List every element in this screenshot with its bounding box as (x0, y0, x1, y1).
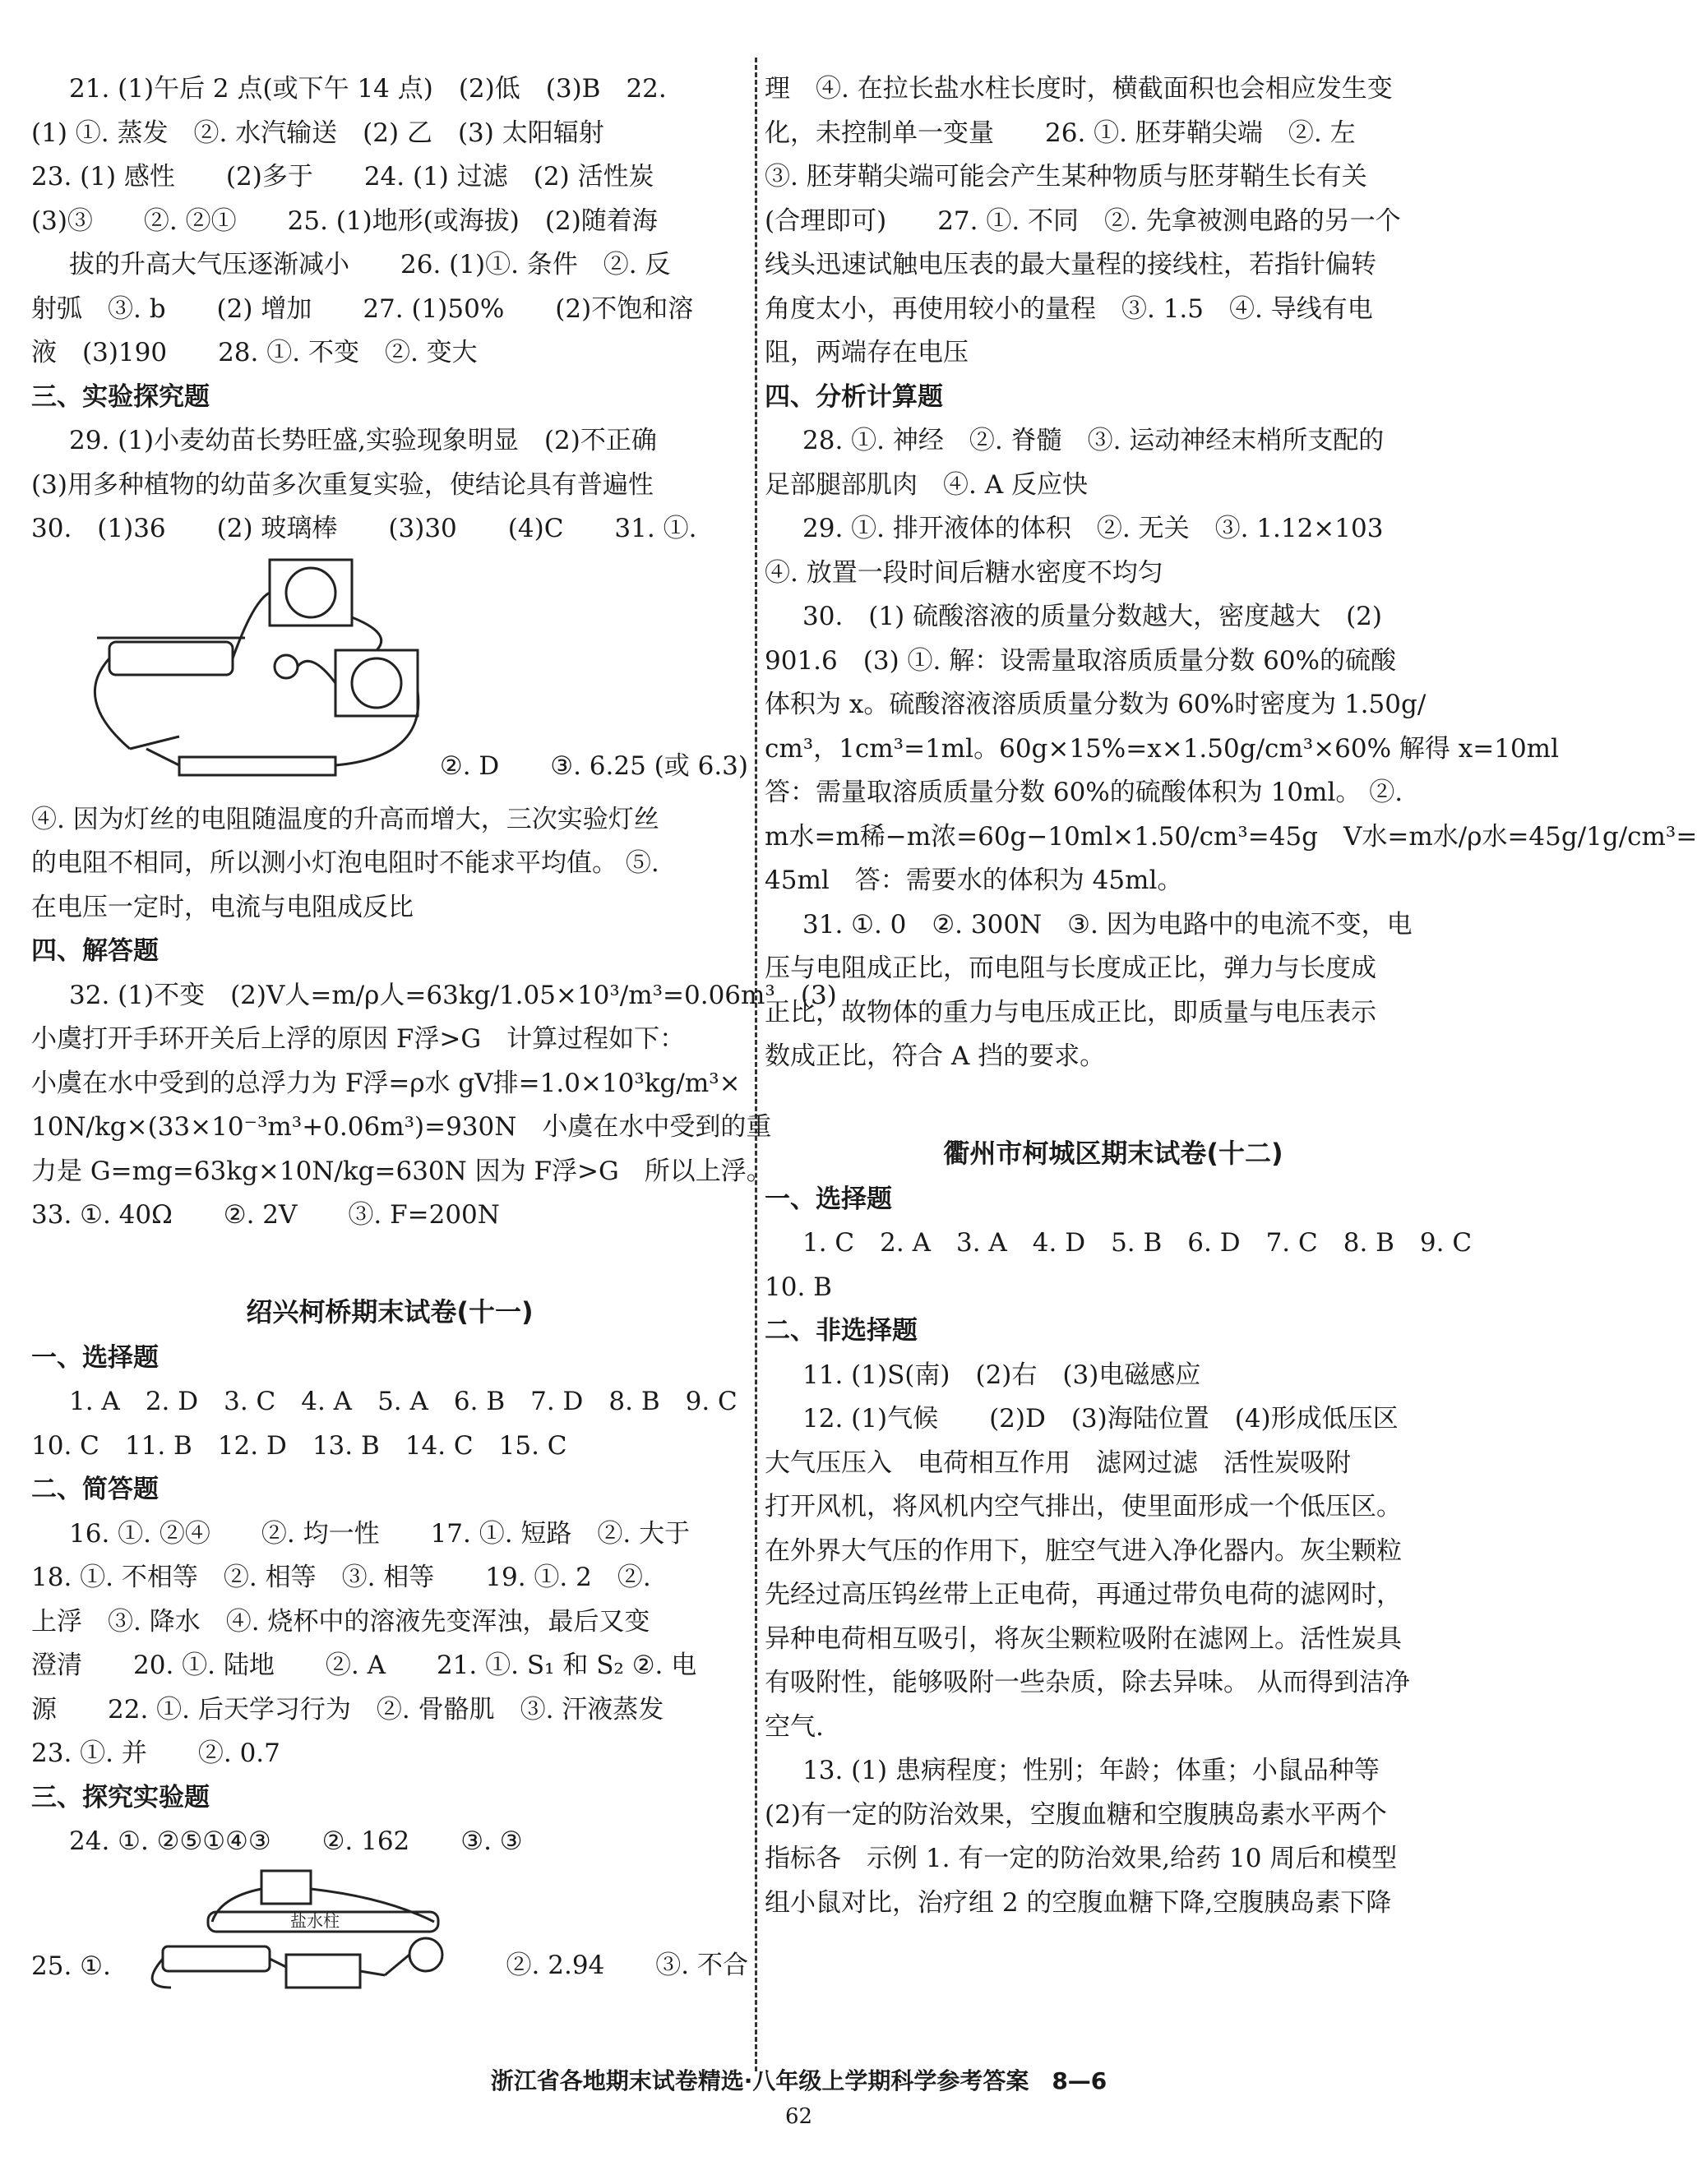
page-number: 62 (784, 2104, 813, 2129)
section-heading: 四、解答题 (31, 936, 159, 966)
answer-line: 源 22. ①. 后天学习行为 ②. 骨骼肌 ③. 汗液蒸发 (31, 1694, 664, 1725)
answer-line: 29. (1)小麦幼苗长势旺盛,实验现象明显 (2)不正确 (69, 426, 657, 455)
answer-line: m水=m稀−m浓=60g−10ml×1.50/cm³=45g V水=m水/ρ水=45g/1g/cm³= (765, 821, 1697, 852)
answer-line: (合理即可) 27. ①. 不同 ②. 先拿被测电路的另一个 (765, 205, 1401, 236)
circuit-figure-25 (31, 1864, 748, 1996)
answer-line: 化，未控制单一变量 26. ①. 胚芽鞘尖端 ②. 左 (765, 118, 1356, 148)
answer-line: 30. (1)36 (2) 玻璃棒 (3)30 (4)C 31. ①. (31, 514, 697, 543)
answer-line: 10. C 11. B 12. D 13. B 14. C 15. C (31, 1430, 567, 1461)
exam-title: 绍兴柯桥期末试卷(十一) (246, 1295, 534, 1327)
answer-line: 11. (1)S(南) (2)右 (3)电磁感应 (802, 1360, 1201, 1390)
section-heading: 四、分析计算题 (765, 381, 943, 412)
answer-line: 45ml 答：需要水的体积为 45ml。 (765, 866, 1183, 895)
answer-line: 射弧 ③. b (2) 增加 27. (1)50% (2)不饱和溶 (31, 293, 694, 324)
answer-line: ④. 放置一段时间后糖水密度不均匀 (765, 557, 1163, 588)
answer-line: 足部腿部肌肉 ④. A 反应快 (765, 469, 1088, 500)
answer-line: 18. ①. 不相等 ②. 相等 ③. 相等 19. ①. 2 ②. (31, 1563, 651, 1592)
answer-line: 液 (3)190 28. ①. 不变 ②. 变大 (31, 338, 478, 367)
answer-line: 先经过高压钨丝带上正电荷，再通过带负电荷的滤网时， (765, 1580, 1402, 1609)
answer-line: 组小鼠对比，治疗组 2 的空腹血糖下降,空腹胰岛素下降 (765, 1887, 1392, 1918)
answer-line: 数成正比，符合 A 挡的要求。 (765, 1041, 1106, 1071)
column-divider (755, 58, 757, 2071)
circuit-diagram-icon (64, 552, 426, 798)
right-column (765, 67, 1697, 1925)
answer-line: 30. (1) 硫酸溶液的质量分数越大，密度越大 (2) (802, 602, 1382, 631)
answer-line: 25. ①. (31, 1951, 111, 1981)
answer-line: 空气. (765, 1711, 824, 1742)
answer-line: 23. (1) 感性 (2)多于 24. (1) 过滤 (2) 活性炭 (31, 162, 654, 192)
answer-line: 理 ④. 在拉长盐水柱长度时，横截面积也会相应发生变 (765, 74, 1393, 104)
answer-line: 答：需量取溶质质量分数 60%的硫酸体积为 10ml。 ②. (765, 778, 1403, 807)
answer-line: 33. ①. 40Ω ②. 2V ③. F=200N (31, 1200, 500, 1230)
section-heading: 三、实验探究题 (31, 381, 210, 412)
answer-line: 23. ①. 并 ②. 0.7 (31, 1738, 280, 1768)
page-footer: 浙江省各地期末试卷精选·八年级上学期科学参考答案 8—6 (490, 2067, 1107, 2094)
answer-line: 10N/kg×(33×10⁻³m³+0.06m³)=930N 小虞在水中受到的重 (31, 1112, 772, 1142)
answer-line: 有吸附性，能够吸附一些杂质，除去异味。 从而得到洁净 (765, 1668, 1410, 1697)
answer-line: 线头迅速试触电压表的最大量程的接线柱，若指针偏转 (765, 250, 1376, 279)
answer-line: 打开风机，将风机内空气排出，使里面形成一个低压区。 (765, 1492, 1402, 1521)
answer-line: 角度太小，再使用较小的量程 ③. 1.5 ④. 导线有电 (765, 293, 1373, 324)
answer-line: ③. 胚芽鞘尖端可能会产生某种物质与胚芽鞘生长有关 (765, 162, 1367, 192)
answer-line: ②. D ③. 6.25 (或 6.3) (439, 750, 748, 781)
answer-line: 1. A 2. D 3. C 4. A 5. A 6. B 7. D 8. B 9. C (69, 1387, 738, 1416)
answer-line: 异种电荷相互吸引，将灰尘颗粒吸附在滤网上。活性炭具 (765, 1623, 1402, 1654)
section-heading: 一、选择题 (765, 1184, 892, 1214)
answer-line: 上浮 ③. 降水 ④. 烧杯中的溶液先变浑浊，最后又变 (31, 1606, 650, 1637)
answer-line: 力是 G=mg=63kg×10N/kg=630N 因为 F浮>G 所以上浮。 (31, 1156, 772, 1186)
answer-line: 的电阻不相同，所以测小灯泡电阻时不能求平均值。 ⑤. (31, 848, 659, 878)
answer-line: 大气压压入 电荷相互作用 滤网过滤 活性炭吸附 (765, 1448, 1351, 1478)
answer-line: 拔的升高大气压逐渐减小 26. (1)①. 条件 ②. 反 (69, 250, 671, 279)
section-heading: 二、非选择题 (765, 1316, 918, 1346)
answer-line: 体积为 x。硫酸溶液溶质质量分数为 60%时密度为 1.50g/ (765, 690, 1426, 719)
answer-line: ④. 因为灯丝的电阻随温度的升高而增大，三次实验灯丝 (31, 804, 659, 834)
answer-line: (3)③ ②. ②① 25. (1)地形(或海拔) (2)随着海 (31, 205, 658, 236)
answer-line: 压与电阻成正比，而电阻与长度成正比，弹力与长度成 (765, 953, 1376, 983)
answer-line: 16. ①. ②④ ②. 均一性 17. ①. 短路 ②. 大于 (69, 1518, 691, 1549)
answer-line: 阻，两端存在电压 (765, 338, 969, 367)
answer-line: 指标各 示例 1. 有一定的防治效果,给药 10 周后和模型 (765, 1844, 1398, 1873)
answer-line: 901.6 (3) ①. 解：设需量取溶质质量分数 60%的硫酸 (765, 645, 1396, 676)
answer-line: (1) ①. 蒸发 ②. 水汽输送 (2) 乙 (3) 太阳辐射 (31, 118, 604, 148)
answer-line: ②. 2.94 ③. 不合 (506, 1950, 748, 1980)
answer-line: 10. B (765, 1272, 832, 1302)
answer-line: 1. C 2. A 3. A 4. D 5. B 6. D 7. C 8. B 9. C (802, 1228, 1473, 1258)
answer-line: 正比，故物体的重力与电压成正比，即质量与电压表示 (765, 997, 1376, 1027)
section-heading: 二、简答题 (31, 1475, 159, 1504)
circuit-figure-31 (31, 552, 748, 798)
figure-label: 盐水柱 (290, 1910, 340, 1931)
answer-line: 21. (1)午后 2 点(或下午 14 点) (2)低 (3)B 22. (69, 74, 667, 104)
answer-line: 29. ①. 排开液体的体积 ②. 无关 ③. 1.12×103 (802, 514, 1384, 543)
saltwater-circuit-icon (138, 1864, 500, 1996)
answer-line: 28. ①. 神经 ②. 脊髓 ③. 运动神经末梢所支配的 (802, 426, 1385, 455)
answer-line: 在外界大气压的作用下，脏空气进入净化器内。灰尘颗粒 (765, 1535, 1402, 1566)
answer-line: 小虞在水中受到的总浮力为 F浮=ρ水 gV排=1.0×10³kg/m³× (31, 1068, 741, 1098)
answer-line: 24. ①. ②⑤①④③ ②. 162 ③. ③ (69, 1826, 523, 1856)
section-heading: 一、选择题 (31, 1342, 159, 1373)
answer-line: 12. (1)气候 (2)D (3)海陆位置 (4)形成低压区 (802, 1404, 1399, 1434)
answer-line: (3)用多种植物的幼苗多次重复实验，使结论具有普遍性 (31, 469, 654, 500)
answer-line: cm³，1cm³=1ml。60g×15%=x×1.50g/cm³×60% 解得 x=10ml (765, 733, 1559, 764)
section-heading: 三、探究实验题 (31, 1782, 210, 1812)
answer-line: 32. (1)不变 (2)V人=m/ρ人=63kg/1.05×10³/m³=0.06m³ (3) (69, 980, 837, 1010)
exam-title: 衢州市柯城区期末试卷(十二) (943, 1137, 1283, 1169)
answer-line: 31. ①. 0 ②. 300N ③. 因为电路中的电流不变，电 (802, 909, 1413, 940)
answer-line: 13. (1) 患病程度；性别；年龄；体重；小鼠品种等 (802, 1756, 1380, 1785)
answer-line: 小虞打开手环开关后上浮的原因 F浮>G 计算过程如下： (31, 1024, 686, 1054)
answer-line: (2)有一定的防治效果，空腹血糖和空腹胰岛素水平两个 (765, 1799, 1387, 1830)
answer-line: 澄清 20. ①. 陆地 ②. A 21. ①. S₁ 和 S₂ ②. 电 (31, 1651, 697, 1680)
answer-line: 在电压一定时，电流与电阻成反比 (31, 892, 414, 922)
